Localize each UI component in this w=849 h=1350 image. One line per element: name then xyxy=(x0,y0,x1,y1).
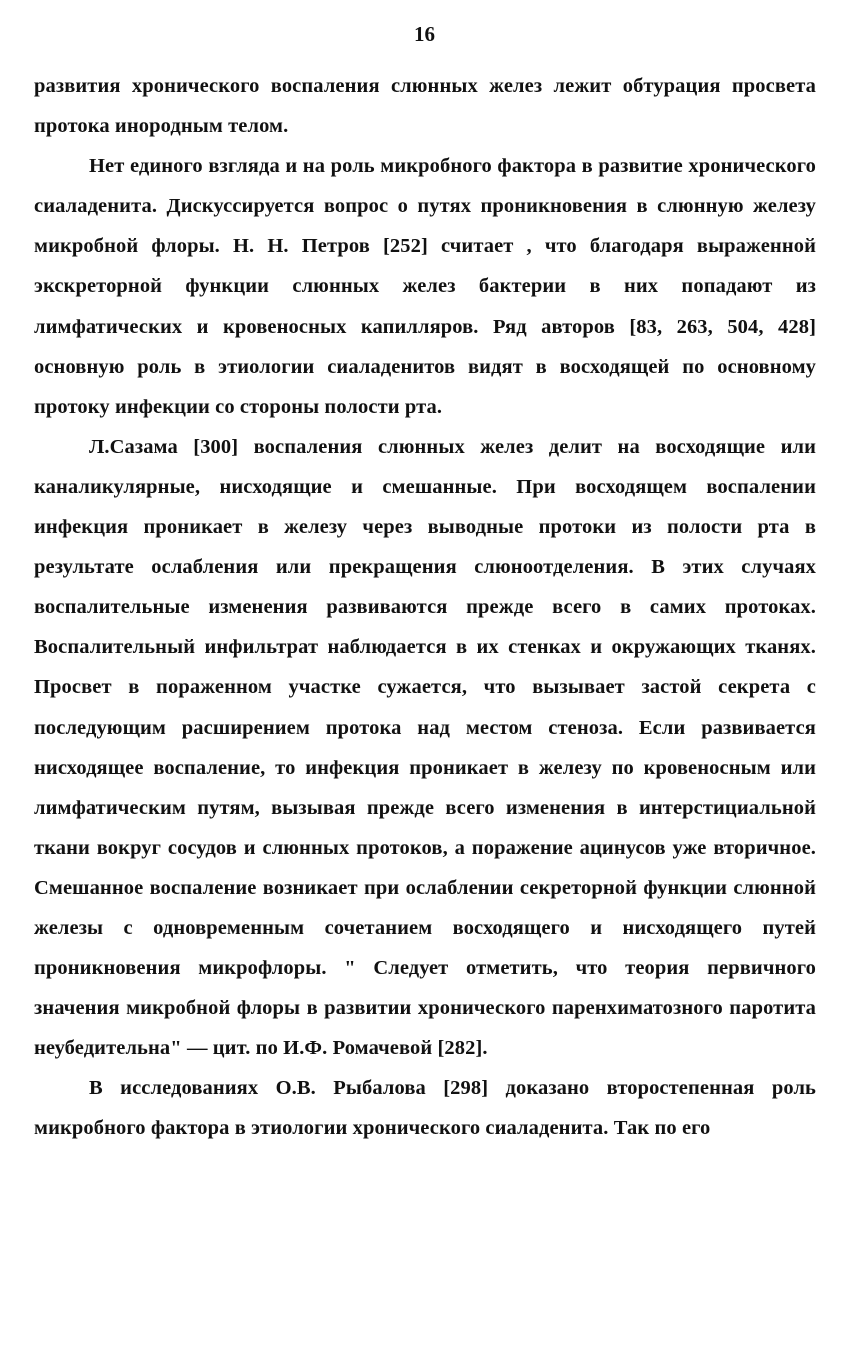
page-number: 16 xyxy=(414,22,435,46)
paragraph-rybalov-research: В исследованиях О.В. Рыбалова [298] доказано второстепенная роль микробного фактора в этиологии хронического сиаладенита. Так по его xyxy=(34,1077,816,1140)
paragraph-sazama-classification: Л.Сазама [300] воспаления слюнных желез делит на восходящие или каналикулярные, нисходящие и смешанные. При восходящем воспалении инфекция проникает в железу через выводные протоки из полости рта в результате ослабления или прекращения слюноотделения. В этих случаях воспалительные изменения развиваются прежде всего в самих протоках. Воспалительный инфильтрат наблюдается в их стенках и окружающих тканях. Просвет в пораженном участке сужается, что вызывает застой секрета с последующим расширением протока над местом стеноза. Если развивается нисходящее воспаление, то инфекция проникает в железу по кровеносным или лимфатическим путям, вызывая прежде всего изменения в интерстициальной ткани вокруг сосудов и слюнных протоков, а поражение ацинусов уже вторичное. Смешанное воспаление возникает при ослаблении секреторной функции слюнной железы с одновременным сочетанием восходящего и нисходящего путей проникновения микрофлоры. " Следует отметить, что теория первичного значения микробной флоры в развитии хронического паренхиматозного паротита неубедительна" — цит. по И.Ф. Ромачевой [282]. xyxy=(34,435,816,1060)
document-body xyxy=(34,66,816,1149)
paragraph-continuation: развития хронического воспаления слюнных желез лежит обтурация просвета протока инородным телом. xyxy=(34,75,816,138)
paragraph-microbial-factor: Нет единого взгляда и на роль микробного фактора в развитие хронического сиаладенита. Дискуссируется вопрос о путях проникновения в слюнную железу микробной флоры. Н. Н. Петров [252] считает , что благодаря выраженной экскреторной функции слюнных желез бактерии в них попадают из лимфатических и кровеносных капилляров. Ряд авторов [83, 263, 504, 428] основную роль в этиологии сиаладенитов видят в восходящей по основному протоку инфекции со стороны полости рта. xyxy=(34,155,816,418)
